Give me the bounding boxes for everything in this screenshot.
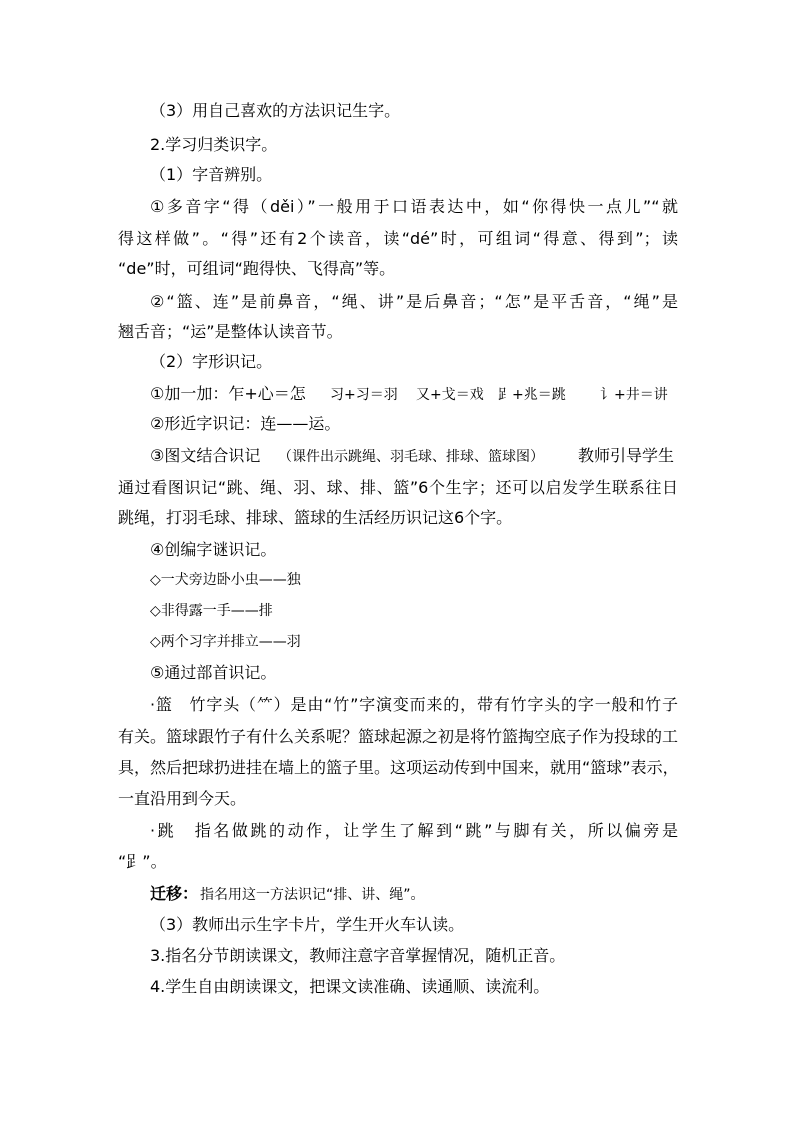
text-line: 具，然后把球扔进挂在墙上的篮子里。这项运动传到中国来，就用“篮球”表示， [118,758,679,777]
subsection-heading: （2）字形识记。 [150,352,273,371]
section-heading: 2.学习归类识字。 [150,135,278,154]
text-line: 得这样做”。“得”还有2个读音，读“dé”时，可组词“得意、得到”；读 [118,229,678,248]
formula: 𧾷+兆＝跳 [498,387,566,403]
text-line: ·跳 指名做跳的动作，让学生了解到“跳”与脚有关，所以偏旁是 [150,821,678,840]
formula: 又+戈＝戏 [416,387,484,403]
text-line: 教师引导学生 [578,446,675,465]
text-line: ③图文结合识记 [150,446,261,465]
text-line: （3）教师出示生字卡片，学生开火车认读。 [150,915,465,934]
text-line: 翘舌音；“运”是整体认读音节。 [118,322,343,341]
text-line: ·篮 竹字头（⺮）是由“竹”字演变而来的，带有竹字头的字一般和竹子 [150,695,678,714]
riddle-item: ◇一犬旁边卧小虫——独 [150,572,301,588]
text-line: “de”时，可组词“跑得快、飞得高”等。 [118,259,396,278]
text-line: 跳绳，打羽毛球、排球、篮球的生活经历识记这6个字。 [118,508,513,527]
text-line: “𧾷”。 [118,852,167,871]
text-line: ②“篮、连”是前鼻音，“绳、讲”是后鼻音；“怎”是平舌音，“绳”是 [150,292,678,311]
text-line: ①加一加：乍+心＝怎 [150,384,306,403]
text-line: 通过看图识记“跳、绳、羽、球、排、篮”6个生字；还可以启发学生联系往日 [118,478,678,497]
text-line: 一直沿用到今天。 [118,789,247,808]
text-line: （3）用自己喜欢的方法识记生字。 [150,101,401,120]
transfer-label: 迁移： [150,884,199,903]
text-line: （课件出示跳绳、羽毛球、排球、篮球图） [278,449,544,465]
text-line: ⑤通过部首识记。 [150,663,277,682]
text-line: ①多音字“得（děi）”一般用于口语表达中，如“你得快一点儿”“就 [150,197,678,216]
text-line: ④创编字谜识记。 [150,540,277,559]
formula: 讠+井＝讲 [600,387,668,403]
text-line: ②形近字识记：连——运。 [150,414,341,433]
text-line: 有关。篮球跟竹子有什么关系呢？篮球起源之初是将竹篮掏空底子作为投球的工 [118,727,679,746]
formula: 习+习＝羽 [330,387,398,403]
subsection-heading: （1）字音辨别。 [150,165,273,184]
riddle-item: ◇非得露一手——排 [150,603,273,619]
riddle-item: ◇两个习字并排立——羽 [150,634,301,650]
section-heading: 4.学生自由朗读课文，把课文读准确、读通顺、读流利。 [150,977,550,996]
text-line: 指名用这一方法识记“排、讲、绳”。 [200,887,425,903]
section-heading: 3.指名分节朗读课文，教师注意字音掌握情况，随机正音。 [150,946,566,965]
